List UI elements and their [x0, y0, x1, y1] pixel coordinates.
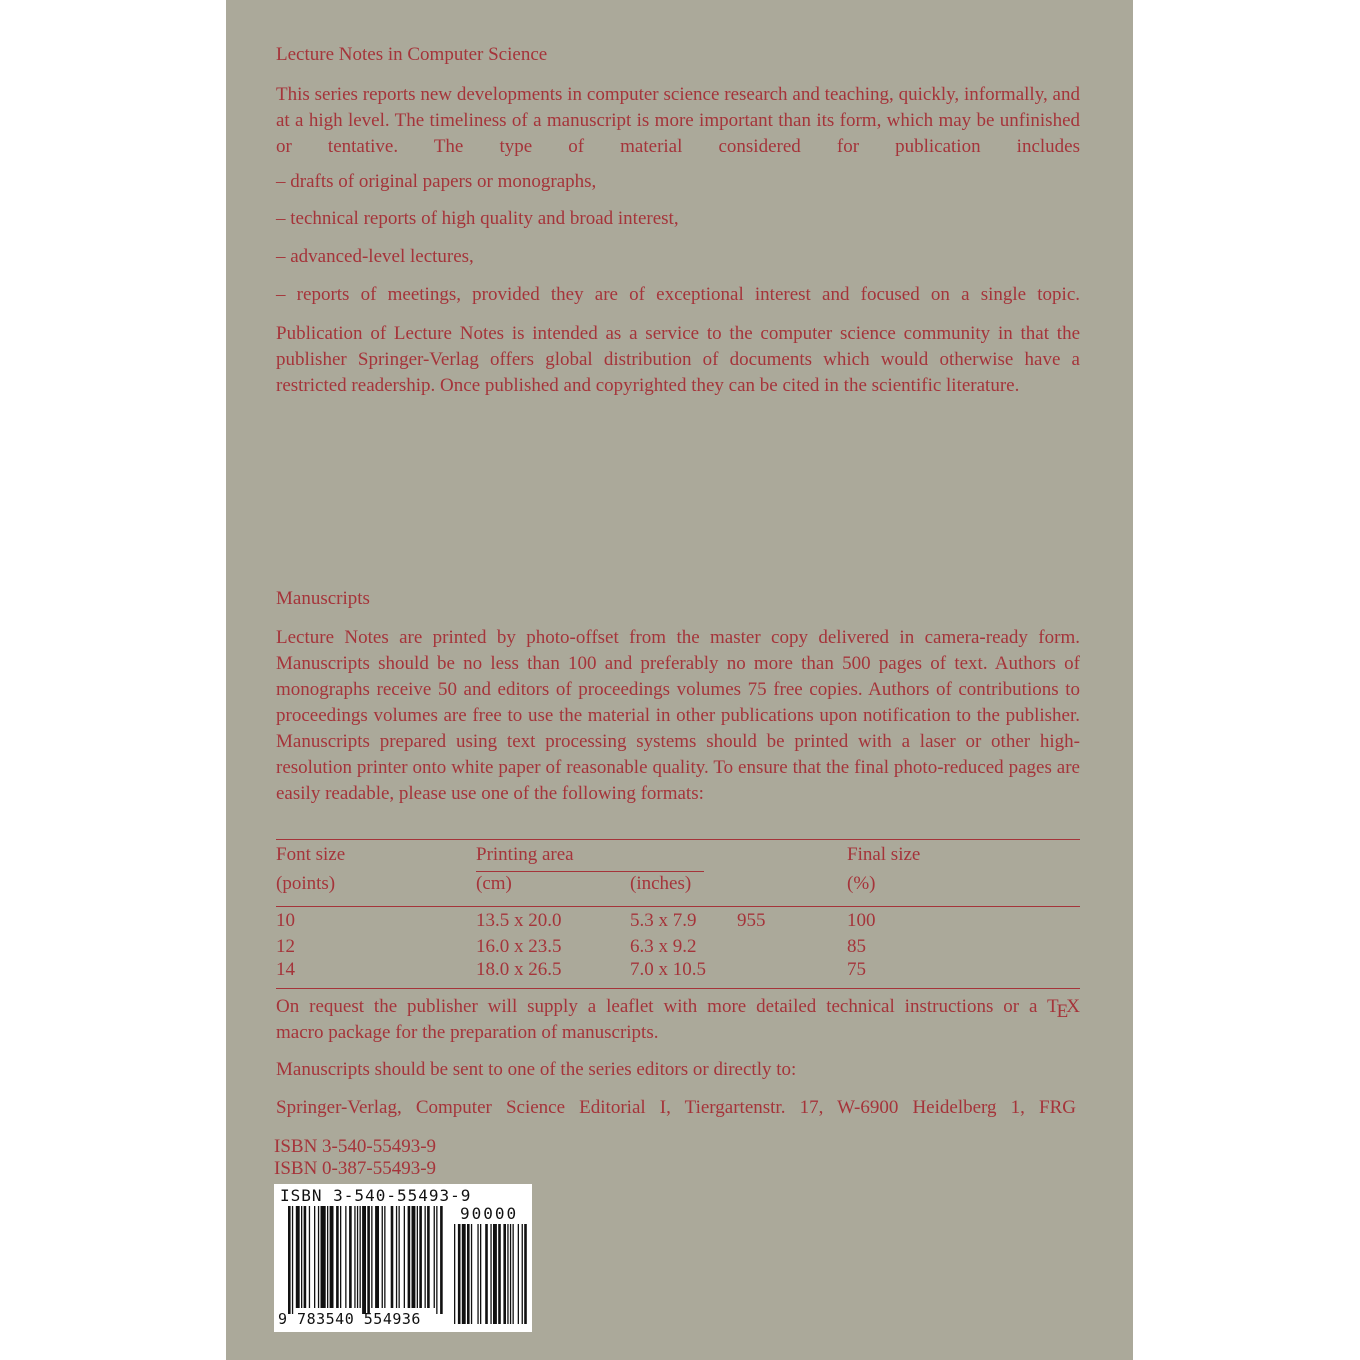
intro-paragraph: This series reports new developments in computer science research and teaching, quickly, informally, and at a high level. The timeliness of a manuscript is more important than its form, which may be unfinished or tentative. The type of material considered for publication includes	[276, 84, 1080, 157]
barcode-bar	[362, 1206, 366, 1314]
barcode-bar	[314, 1206, 315, 1308]
barcode-addon-bar	[510, 1224, 511, 1324]
header-font-size-unit: (points)	[276, 873, 336, 894]
table-cell: 75	[847, 959, 866, 980]
barcode-addon-bar	[524, 1224, 527, 1324]
barcode	[274, 1184, 532, 1332]
barcode-bar	[417, 1206, 418, 1308]
barcode-bar	[412, 1206, 416, 1308]
barcode-bar	[399, 1206, 400, 1308]
barcode-bar	[349, 1206, 352, 1308]
barcode-bar	[318, 1206, 319, 1308]
barcode-bar	[327, 1206, 328, 1308]
table-cell: 14	[276, 959, 295, 980]
table-header-rule	[276, 906, 1080, 907]
barcode-bar	[408, 1206, 411, 1308]
header-cm-unit: (cm)	[476, 873, 512, 894]
table-cell: 12	[276, 936, 295, 957]
barcode-bar	[336, 1206, 339, 1308]
table-cell: 16.0 x 23.5	[476, 936, 562, 957]
barcode-bar	[396, 1206, 397, 1308]
barcode-bar	[367, 1206, 370, 1314]
barcode-bar	[309, 1206, 310, 1308]
barcode-addon-bar	[503, 1224, 506, 1324]
barcode-bar	[375, 1206, 379, 1308]
barcode-addon-bar	[513, 1224, 514, 1324]
manuscripts-paragraph: Lecture Notes are printed by photo-offset from the master copy delivered in camera-ready form. Manuscripts should be no less than 100 and preferably no more than 500 pages of text. Authors of monographs receive 50 and editors of proceedings volumes 75 free copies. Authors of contributions to proceedings volumes are free to use the material in other publications upon notification to the publisher. Manuscripts prepared using text processing systems should be printed with a laser or other high-resolution printer onto white paper of reasonable quality. To ensure that the final photo-reduced pages are easily readable, please use one of the following formats:	[276, 627, 1080, 804]
barcode-addon-bar	[522, 1224, 523, 1324]
barcode-bar	[391, 1206, 394, 1308]
barcode-bar	[330, 1206, 334, 1308]
barcode-bar	[440, 1206, 443, 1314]
barcode-bar	[425, 1206, 426, 1308]
list-item: – drafts of original papers or monographs,	[276, 171, 597, 192]
barcode-bar	[357, 1206, 358, 1308]
isbn-1: ISBN 3-540-55493-9	[274, 1136, 437, 1157]
barcode-addon-bar	[485, 1224, 488, 1324]
barcode-addon-bar	[490, 1224, 491, 1324]
manuscripts-heading: Manuscripts	[276, 588, 370, 609]
series-title: Lecture Notes in Computer Science	[276, 44, 548, 65]
barcode-bar	[354, 1206, 355, 1308]
barcode-bar	[434, 1206, 435, 1308]
barcode-bar	[321, 1206, 326, 1308]
barcode-bar	[419, 1206, 422, 1308]
isbn-2: ISBN 0-387-55493-9	[274, 1158, 437, 1179]
barcode-addon-bar	[471, 1224, 472, 1324]
barcode-bar	[288, 1206, 291, 1314]
barcode-bar	[296, 1206, 300, 1308]
barcode-addon-bar	[454, 1224, 455, 1324]
send-text: Manuscripts should be sent to one of the series editors or directly to:	[276, 1059, 797, 1080]
printing-area-rule	[476, 871, 704, 872]
barcode-addon-bar	[477, 1224, 478, 1324]
table-cell: 6.3 x 9.2	[630, 936, 697, 957]
barcode-addon-bar	[467, 1224, 470, 1324]
barcode-bar	[404, 1206, 405, 1308]
header-printing-area: Printing area	[476, 844, 574, 865]
header-font-size: Font size	[276, 844, 346, 865]
header-final-size: Final size	[847, 844, 921, 865]
table-cell: 955	[737, 910, 766, 931]
barcode-bar	[345, 1206, 346, 1308]
table-cell: 100	[847, 910, 876, 931]
barcode-addon-bar	[458, 1224, 461, 1324]
table-bottom-rule	[276, 988, 1080, 989]
table-cell: 85	[847, 936, 866, 957]
table-top-rule	[276, 839, 1080, 840]
barcode-addon-bar	[498, 1224, 501, 1324]
header-final-size-unit: (%)	[847, 873, 876, 894]
barcode-addon-bar	[480, 1224, 481, 1324]
table-cell: 10	[276, 910, 295, 931]
table-cell: 18.0 x 26.5	[476, 959, 562, 980]
barcode-bar	[436, 1206, 437, 1314]
barcode-bar	[371, 1206, 372, 1308]
barcode-bar	[382, 1206, 383, 1308]
list-item: – reports of meetings, provided they are of exceptional interest and focused on a single topic.	[276, 284, 1080, 305]
header-inches-unit: (inches)	[630, 873, 692, 894]
barcode-addon-bar	[462, 1224, 466, 1324]
barcode-bar	[340, 1206, 341, 1308]
request-text-line2: macro package for the preparation of manuscripts.	[276, 1022, 659, 1043]
barcode-ean-number: 9 783540 554936	[278, 1310, 421, 1328]
barcode-isbn-label: ISBN 3-540-55493-9	[280, 1186, 472, 1205]
list-item: – technical reports of high quality and broad interest,	[276, 208, 679, 229]
barcode-addon-bar	[493, 1224, 497, 1324]
barcode-addon-bar	[507, 1224, 508, 1324]
barcode-bar	[384, 1206, 385, 1308]
publication-paragraph: Publication of Lecture Notes is intended as a service to the computer science community in that the publisher Springer-Verlag offers global distribution of documents which would otherwise have a restricted readership. Once published and copyrighted they can be cited in the scientific literature.	[276, 323, 1080, 396]
barcode-bar	[301, 1206, 302, 1308]
table-cell: 7.0 x 10.5	[630, 959, 706, 980]
tex-logo: TEX	[1047, 996, 1080, 1022]
barcode-bar	[360, 1206, 361, 1308]
publisher-address: Springer-Verlag, Computer Science Editorial I, Tiergartenstr. 17, W-6900 Heidelberg 1, FRG	[276, 1097, 1076, 1118]
barcode-bar	[292, 1206, 293, 1314]
table-cell: 5.3 x 7.9	[630, 910, 697, 931]
barcode-bar	[304, 1206, 307, 1308]
table-cell: 13.5 x 20.0	[476, 910, 562, 931]
barcode-bar	[427, 1206, 430, 1308]
barcode-addon-bar	[518, 1224, 519, 1324]
request-text-line1: On request the publisher will supply a leaflet with more detailed technical instructions or a TEX	[276, 996, 1080, 1022]
list-item: – advanced-level lectures,	[276, 246, 474, 267]
barcode-addon-label: 90000	[460, 1204, 519, 1223]
